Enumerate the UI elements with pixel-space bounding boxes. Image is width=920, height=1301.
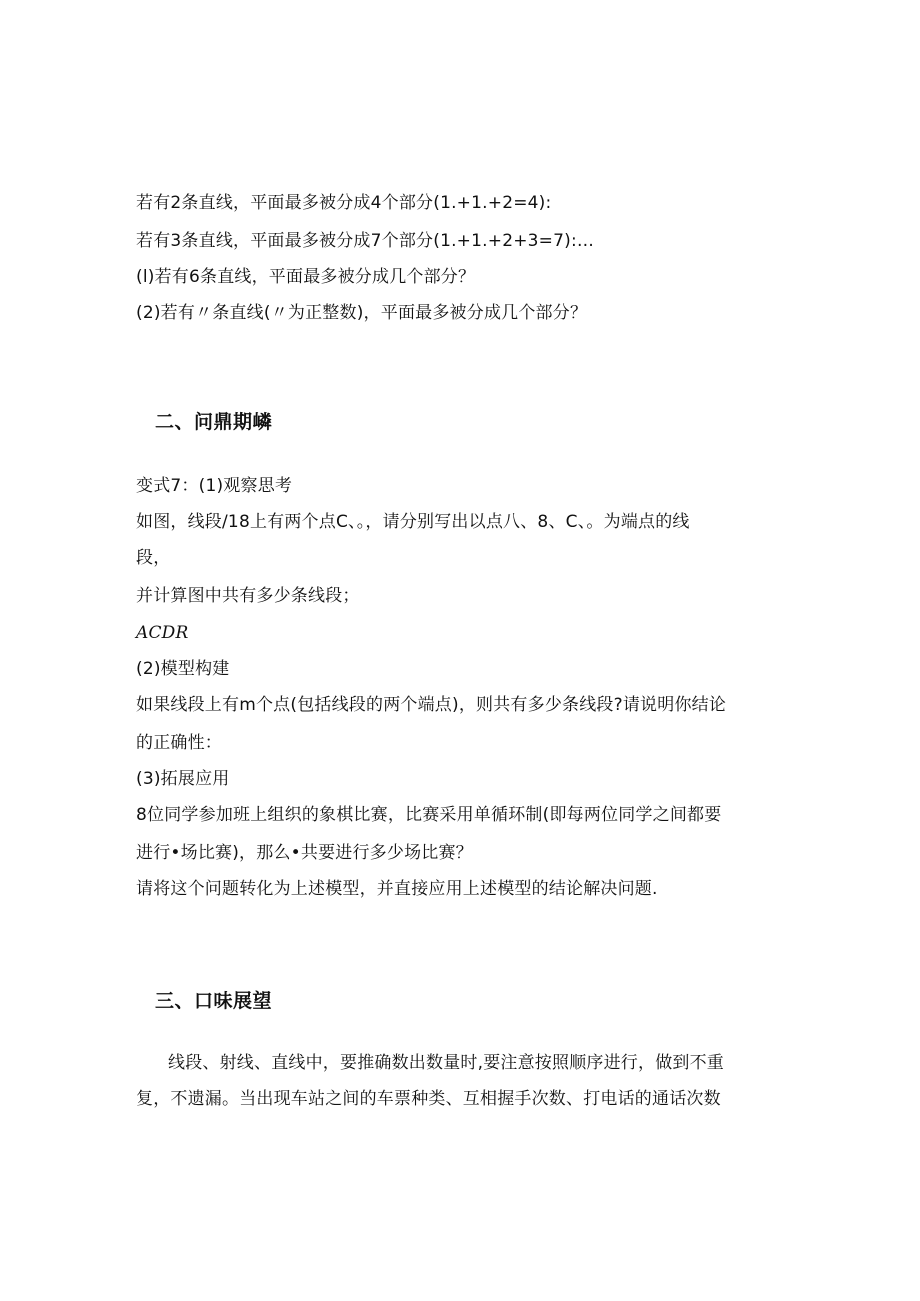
text-line: 并计算图中共有多少条线段；	[136, 586, 360, 606]
section-heading: 三、口味展望	[155, 990, 273, 1012]
paragraph-line: 线段、射线、直线中，要推确数出数量时,要注意按照顺序进行，做到不重	[168, 1053, 725, 1073]
text-line: 变式7：(1)观察思考	[136, 476, 293, 496]
text-line: 若有3条直线，平面最多被分成7个部分(1.+1.+2+3=7):…	[136, 231, 595, 251]
figure-labels: ACDR	[136, 623, 189, 643]
text-line: 段，	[136, 548, 171, 568]
text-line: 的正确性：	[136, 733, 222, 753]
text-line: (2)模型构建	[136, 659, 230, 679]
paragraph-line: 复，不遗漏。当出现车站之间的车票种类、互相握手次数、打电话的通话次数	[136, 1089, 721, 1109]
text-line: (3)拓展应用	[136, 769, 230, 789]
text-line: 8位同学参加班上组织的象棋比赛，比赛采用单循环制(即每两位同学之间都要	[136, 805, 722, 825]
text-line: 请将这个问题转化为上述模型，并直接应用上述模型的结论解决问题.	[136, 879, 658, 899]
section-heading: 二、问鼎期嶙	[155, 411, 273, 433]
text-line: (2)若有〃条直线(〃为正整数)，平面最多被分成几个部分？	[136, 303, 588, 323]
text-line: 如图，线段/18上有两个点C、。，请分别写出以点八、8、C、。为端点的线	[136, 512, 690, 532]
text-line: 若有2条直线，平面最多被分成4个部分(1.+1.+2=4):	[136, 193, 552, 213]
text-line: 进行•场比赛)，那么•共要进行多少场比赛？	[136, 843, 473, 863]
text-line: 如果线段上有m个点(包括线段的两个端点)，则共有多少条线段?请说明你结论	[136, 695, 727, 715]
text-line: (l)若有6条直线，平面最多被分成几个部分？	[136, 267, 476, 287]
